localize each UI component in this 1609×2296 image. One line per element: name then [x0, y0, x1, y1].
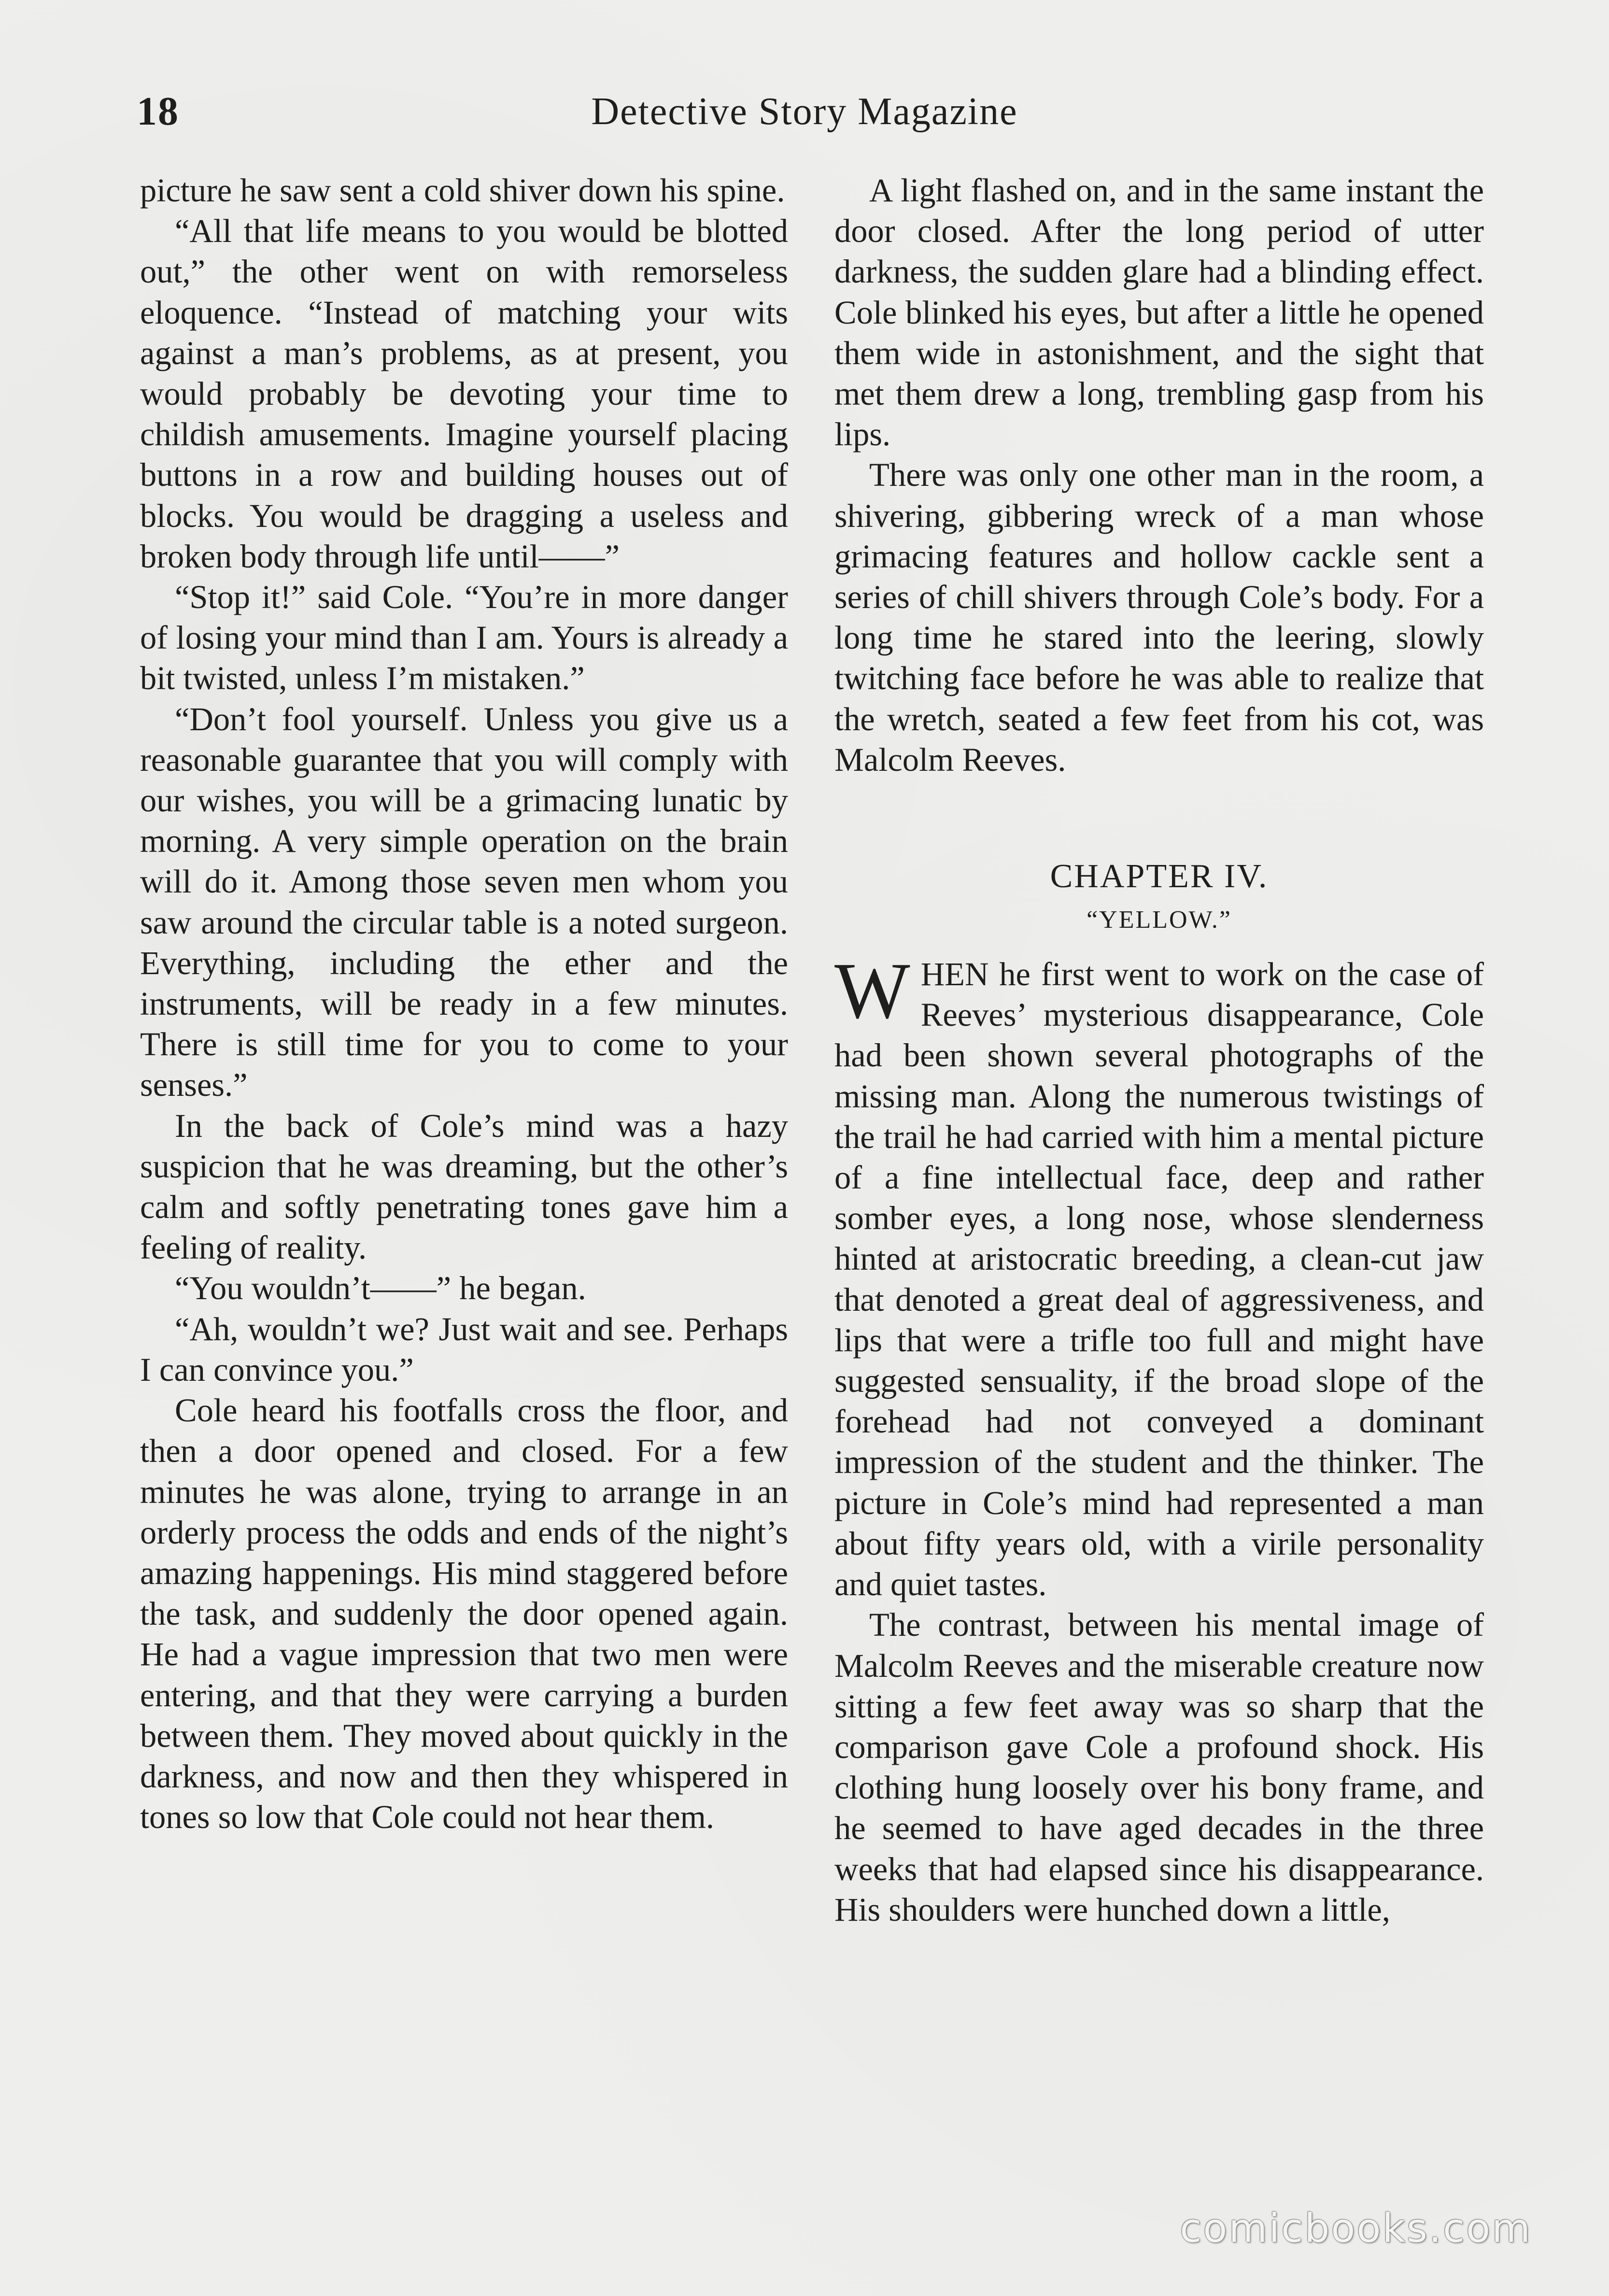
- left-column: [140, 170, 788, 1837]
- paragraph: “You wouldn’t——” he began.: [175, 1270, 586, 1307]
- paragraph: In the back of Cole’s mind was a hazy suspicion that he was dreaming, but the other’s calm and softly penetrating tones gave him a feeling of reality.: [140, 1107, 788, 1266]
- watermark-logo: comicbooks.com: [1180, 2206, 1532, 2252]
- running-head-title: Detective Story Magazine: [591, 90, 1018, 133]
- paragraph: “Ah, wouldn’t we? Just wait and see. Perhaps I can convince you.”: [140, 1310, 788, 1388]
- page-number: 18: [137, 89, 179, 134]
- drop-cap: W: [834, 946, 910, 1035]
- paragraph: “Stop it!” said Cole. “You’re in more danger of losing your mind than I am. Yours is already a bit twisted, unless I’m mistaken.”: [140, 579, 788, 697]
- paragraph: Cole heard his footfalls cross the floor, and then a door opened and closed. For a few minutes he was alone, trying to arrange in an orderly process the odds and ends of the night’s amazing happenings. His mind staggered before the task, and suddenly the door opened again. He had a vague impression that two men were entering, and that they were carrying a burden between them. They moved about quickly in the darkness, and now and then they whispered in tones so low that Cole could not hear them.: [140, 1392, 788, 1836]
- paragraph-text: HEN he first went to work on the case of Reeves’ mysterious disappearance, Cole had been shown several photographs of the missing man. Along the numerous twistings of the trail he had carried with him a mental picture of a fine intellectual face, deep and rather somber eyes, a long nose, whose slenderness hinted at aristocratic breeding, a clean-cut jaw that denoted a great deal of aggressiveness, and lips that were a trifle too full and might have suggested sensuality, if the broad slope of the forehead had not conveyed a dominant impression of the student and the thinker. The picture in Cole’s mind had represented a man about fifty years old, with a virile personality and quiet tastes.: [834, 956, 1484, 1603]
- paragraph: “All that life means to you would be blotted out,” the other went on with remorseless eloquence. “Instead of matching your wits against a man’s problems, as at present, you would probably be devoting your time to childish amusements. Imagine yourself placing buttons in a row and building houses out of blocks. You would be dragging a useless and broken body through life until——”: [140, 213, 788, 575]
- right-column: [834, 170, 1484, 1930]
- paragraph: A light flashed on, and in the same instant the door closed. After the long period of utter darkness, the sudden glare had a blinding effect. Cole blinked his eyes, but after a little he opened them wide in astonishment, and the sight that met them drew a long, trembling gasp from his lips.: [834, 172, 1484, 453]
- chapter-subtitle: “YELLOW.”: [1087, 906, 1232, 934]
- chapter-opening-paragraph: [834, 946, 1484, 1604]
- paragraph: picture he saw sent a cold shiver down his spine.: [140, 172, 785, 209]
- paragraph: The contrast, between his mental image of Malcolm Reeves and the miserable creature now sitting a few feet away was so sharp that the comparison gave Cole a profound shock. His clothing hung loosely over his bony frame, and he seemed to have aged decades in the three weeks that had elapsed since his disappearance. His shoulders were hunched down a little,: [834, 1606, 1484, 1928]
- paragraph: “Don’t fool yourself. Unless you give us a reasonable guarantee that you will comply with our wishes, you will be a grimacing lunatic by morning. A very simple operation on the brain will do it. Among those seven men whom you saw around the circular table is a noted surgeon. Everything, including the ether and the instruments, will be ready in a few minutes. There is still time for you to come to your senses.”: [140, 700, 788, 1104]
- chapter-heading: CHAPTER IV.: [1050, 858, 1269, 895]
- paragraph: There was only one other man in the room, a shivering, gibbering wreck of a man whose grimacing features and hollow cackle sent a series of chill shivers through Cole’s body. For a long time he stared into the leering, slowly twitching face before he was able to realize that the wretch, seated a few feet from his cot, was Malcolm Reeves.: [834, 456, 1484, 778]
